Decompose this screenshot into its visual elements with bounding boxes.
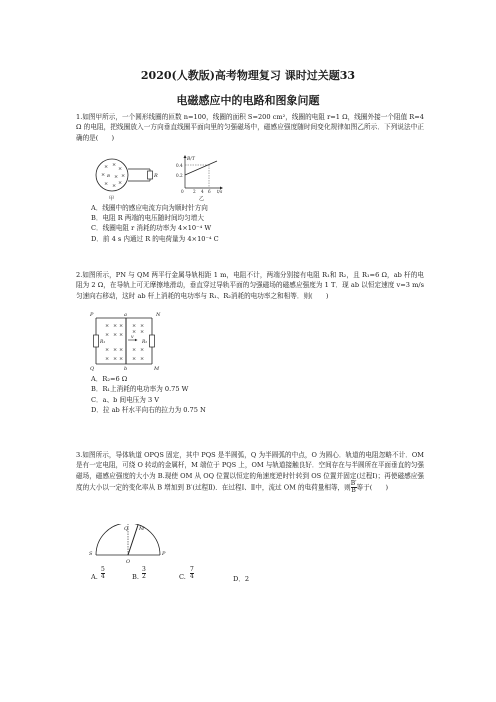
svg-text:×: × xyxy=(140,356,145,362)
q3-option-a-label: A. xyxy=(91,573,98,581)
svg-text:×: × xyxy=(140,347,145,353)
svg-text:B: B xyxy=(107,173,110,178)
q2-option-c: C．a、b 间电压为 3 V xyxy=(91,396,160,404)
q1-option-b: B．电阻 R 两端的电压随时间均匀增大 xyxy=(91,214,204,222)
q3-option-d: D．2 xyxy=(233,575,250,583)
q2-stem: 2.如图所示，PN 与 QM 两平行金属导轨相距 1 m，电阻不计，两端分别接有电阻 R₁和 R₂，且 R₁=6 Ω，ab 杆的电阻为 2 Ω，在导轨上可无摩擦地滑动，垂直穿过导轨平面的匀强磁场的磁感应强度为 1 T．现 ab 以恒定速度 v=3 m/s 匀速向右移动，这时 ab 杆上消耗的电功率与 R₁、R₂消耗的电功率之和相等．则( ) xyxy=(76,271,424,300)
q3-ratio-den: B xyxy=(351,487,356,495)
svg-text:×: × xyxy=(132,347,137,353)
svg-text:0.2: 0.2 xyxy=(176,173,183,178)
q3-stem-text: 3.如图所示，导体轨道 OPQS 固定，其中 PQS 是半圆弧，Q 为半圆弧的中点，O 为圆心．轨道的电阻忽略不计．OM 是有一定电阻，可绕 O 转动的金属杆，M 端位于 PQS 上，OM 与轨道接触良好．空间存在与半圆所在平面垂直的匀强磁场，磁感应强度的大小为 B.现使 OM 从 OQ 位置以恒定的角速度逆时针转到 OS 位置并固定(过程Ⅰ)；再使磁感应强度的大小以一定的变化率从 B 增加到 B′(过程Ⅱ)．在过程Ⅰ、Ⅱ中，流过 OM 的电荷量相等，则 xyxy=(76,451,424,492)
svg-text:b: b xyxy=(124,366,128,371)
svg-text:M: M xyxy=(139,526,145,532)
q3-option-c-den: 4 xyxy=(190,573,194,580)
svg-text:×: × xyxy=(112,183,117,189)
svg-text:×: × xyxy=(119,323,124,329)
svg-text:v: v xyxy=(131,335,134,340)
svg-text:×: × xyxy=(113,356,118,362)
svg-text:M: M xyxy=(154,366,160,371)
q2-option-d: D．拉 ab 杆水平向右的拉力为 0.75 N xyxy=(91,406,206,414)
page-subtitle: 电磁感应中的电路和图象问题 xyxy=(176,94,320,107)
q3-option-a-den: 4 xyxy=(101,573,105,580)
svg-text:×: × xyxy=(105,347,110,353)
label-yi: 乙 xyxy=(199,196,205,202)
svg-text:R₂: R₂ xyxy=(142,340,148,345)
svg-text:×: × xyxy=(118,166,123,172)
svg-text:B/T: B/T xyxy=(187,157,195,162)
q2-option-a: A．R₂=6 Ω xyxy=(91,375,128,383)
q1-coil-diagram xyxy=(96,159,158,202)
resistor-R2 xyxy=(150,335,155,347)
q1-stem: 1.如图甲所示，一个圆形线圈的匝数 n=100，线圈的面积 S=200 cm²，线圈的电阻 r=1 Ω，线圈外接一个阻值 R=4 Ω 的电阻，把线圈放入一方向垂直线圈平面向里的匀强磁场中，磁感应强度随时间变化规律如图乙所示．下列说法中正确的是( ) xyxy=(76,113,424,142)
svg-text:×: × xyxy=(132,329,137,335)
svg-text:Q: Q xyxy=(124,526,129,532)
page-title: 2020(人教版)高考物理复习 课时过关题33 xyxy=(140,69,356,82)
svg-text:t/s: t/s xyxy=(217,189,223,194)
svg-text:×: × xyxy=(113,332,118,338)
q3-ratio-num: B′ xyxy=(350,480,357,488)
q3-figure xyxy=(86,524,176,566)
svg-text:×: × xyxy=(114,174,119,180)
svg-text:×: × xyxy=(105,356,110,362)
field-crosses xyxy=(101,162,125,189)
svg-text:×: × xyxy=(104,164,109,170)
svg-text:2: 2 xyxy=(193,189,196,194)
svg-text:×: × xyxy=(113,347,118,353)
q1-option-d: D．前 4 s 内通过 R 的电荷量为 4×10⁻⁴ C xyxy=(91,235,219,243)
svg-text:R₁: R₁ xyxy=(100,340,106,345)
rod-OM xyxy=(128,525,138,555)
svg-text:×: × xyxy=(119,332,124,338)
svg-text:×: × xyxy=(112,162,117,168)
q1-option-a: A．线圈中的感应电流方向为顺时针方向 xyxy=(91,204,208,212)
q1-bt-graph xyxy=(176,155,223,202)
svg-text:4: 4 xyxy=(201,189,204,194)
q2-option-b: B．R₁上消耗的电功率为 0.75 W xyxy=(91,385,189,393)
label-R: R xyxy=(154,173,158,179)
label-jia: 甲 xyxy=(109,196,115,202)
svg-text:0: 0 xyxy=(181,189,184,194)
q3-stem xyxy=(76,450,424,494)
svg-text:O: O xyxy=(126,559,131,565)
svg-text:×: × xyxy=(132,323,137,329)
q3-option-a-frac xyxy=(101,567,105,580)
q3-option-b-den: 2 xyxy=(142,573,146,580)
q1-option-c: C．线圈电阻 r 消耗的功率为 4×10⁻⁴ W xyxy=(91,224,212,232)
svg-text:×: × xyxy=(119,347,124,353)
q3-option-c-label: C. xyxy=(179,573,186,581)
q3-option-c-frac xyxy=(190,567,194,580)
svg-text:×: × xyxy=(119,356,124,362)
svg-text:×: × xyxy=(105,332,110,338)
q3-option-a-num: 5 xyxy=(101,566,105,573)
resistor-R xyxy=(148,171,153,179)
svg-text:a: a xyxy=(124,312,127,318)
svg-text:×: × xyxy=(118,180,123,186)
q3-options xyxy=(91,567,351,587)
bt-line xyxy=(185,161,217,175)
svg-text:×: × xyxy=(140,329,145,335)
svg-text:×: × xyxy=(104,181,109,187)
q1-figure xyxy=(92,155,292,203)
svg-text:P: P xyxy=(90,312,94,318)
svg-text:N: N xyxy=(156,312,161,318)
svg-text:P: P xyxy=(162,551,166,557)
q3-option-b-num: 3 xyxy=(142,566,146,573)
svg-text:×: × xyxy=(101,172,106,178)
q3-stem-tail: 等于( ) xyxy=(356,483,389,492)
svg-text:×: × xyxy=(140,323,145,329)
svg-text:×: × xyxy=(121,173,126,179)
svg-text:S: S xyxy=(89,551,93,557)
resistor-R1 xyxy=(94,335,99,347)
svg-text:×: × xyxy=(132,356,137,362)
q3-option-b-frac xyxy=(142,567,146,580)
q2-figure xyxy=(88,311,168,371)
svg-text:6: 6 xyxy=(208,189,211,194)
svg-text:0.4: 0.4 xyxy=(176,163,183,168)
svg-text:Q: Q xyxy=(90,366,95,371)
q2-field-crosses xyxy=(105,323,144,362)
svg-text:×: × xyxy=(113,323,118,329)
q3-option-c-num: 7 xyxy=(190,566,194,573)
svg-text:×: × xyxy=(105,323,110,329)
q3-option-b-label: B. xyxy=(132,573,139,581)
